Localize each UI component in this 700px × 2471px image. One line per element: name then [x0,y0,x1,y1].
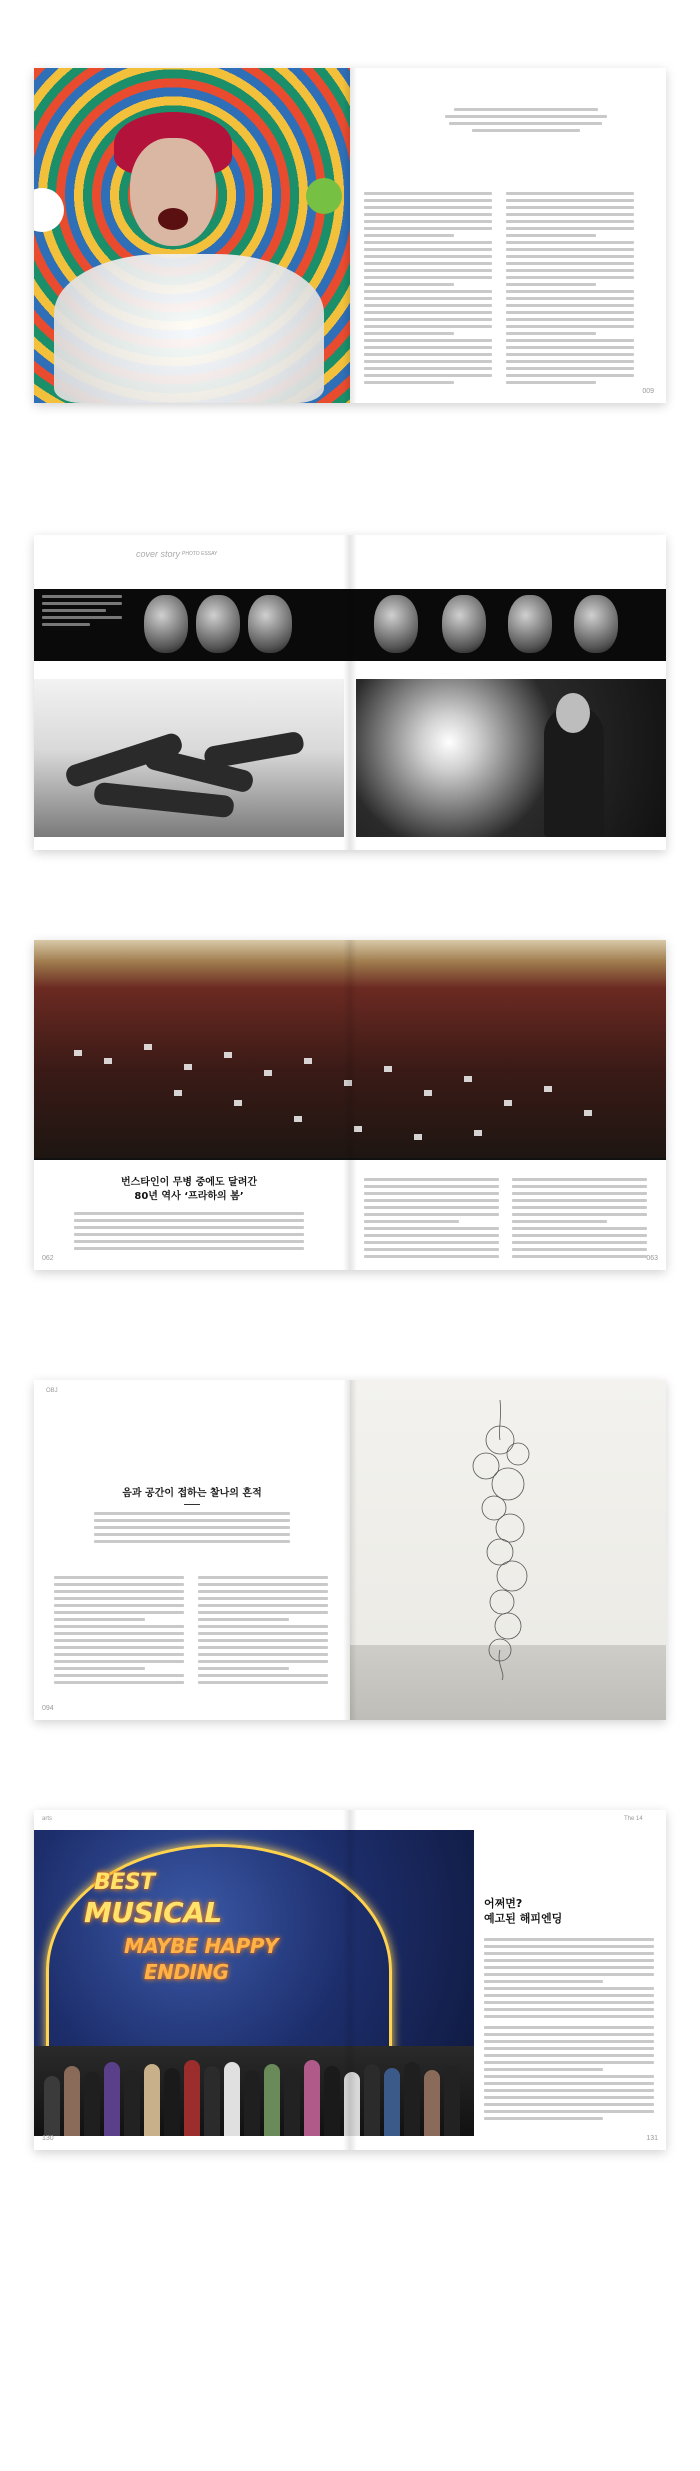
text-line [512,1199,647,1202]
text-line [54,1667,145,1670]
sign-maybe-happy: MAYBE HAPPY [124,1934,278,1958]
text-line [506,206,634,209]
page-number-left: 130 [42,2135,54,2142]
text-line [506,346,634,349]
text-line [506,248,634,251]
text-line [54,1639,184,1642]
text-line [506,318,634,321]
text-line [74,1226,304,1229]
spread-photo-essay [34,535,666,850]
text-line [198,1590,328,1593]
text-line [94,1526,290,1529]
text-line [484,2033,654,2036]
text-line [364,353,492,356]
text-line [506,311,634,314]
text-line [198,1625,328,1628]
body-column-2 [198,1576,328,1688]
text-line [54,1625,184,1628]
text-line [198,1667,289,1670]
body-column-1 [54,1576,184,1688]
green-circle-decoration [306,178,342,214]
text-line [54,1583,184,1586]
text-line [364,325,492,328]
page-number: 009 [642,388,654,395]
sculpture-photo [350,1380,666,1720]
body-column-1 [364,192,492,388]
text-line [54,1618,145,1621]
text-line [484,1938,654,1941]
text-line [198,1583,328,1586]
text-line [506,353,634,356]
text-line [364,227,492,230]
text-line [506,339,634,342]
text-line [364,1178,499,1181]
text-line [54,1590,184,1593]
text-line [364,304,492,307]
head-photo-6 [508,595,552,653]
text-line [506,374,634,377]
text-line [364,269,492,272]
text-line [512,1178,647,1181]
article-title: 음과 공간이 접하는 찰나의 흔적 [122,1488,262,1499]
text-line [74,1212,304,1215]
text-line [506,304,634,307]
text-line [512,1241,647,1244]
singer-spotlight-photo [356,679,666,837]
text-line [364,234,454,237]
text-line [198,1681,328,1684]
dancers-photo [34,679,344,837]
body-column-b [512,1178,647,1262]
head-photo-5 [442,595,486,653]
orchestra-photo [34,940,666,1158]
text-line [506,269,634,272]
text-line [512,1234,647,1237]
text-line [364,1234,499,1237]
body-column-a [364,1178,499,1262]
body-text-bottom [484,2026,654,2124]
text-line [484,1994,654,1997]
text-line [484,1973,654,1976]
text-line [512,1213,647,1216]
text-line [506,325,634,328]
text-line [364,1199,499,1202]
text-line [94,1540,290,1543]
text-line [364,1206,499,1209]
text-line [364,241,492,244]
text-line [484,2110,654,2113]
section-header-left: arts [42,1816,53,1822]
text-line [364,283,454,286]
text-line [512,1227,647,1230]
text-line [484,2026,654,2029]
text-line [364,248,492,251]
spread-tony-awards [34,1810,666,2150]
text-line [364,206,492,209]
text-line [506,241,634,244]
text-line [364,199,492,202]
head-photo-1 [144,595,188,653]
text-line [198,1597,328,1600]
text-line [198,1604,328,1607]
article-title: 번스타인이 무병 중에도 달려간 80년 역사 ‘프라하의 봄’ [120,1177,258,1202]
text-line [484,1966,654,1969]
pull-quote [436,108,616,136]
text-line [484,2117,603,2120]
text-line [364,318,492,321]
text-line [484,1980,603,1983]
band-caption-text [42,595,122,630]
text-line [364,1248,499,1251]
text-line [506,276,634,279]
section-kicker-sub: PHOTO ESSAY [182,551,218,557]
text-line [54,1674,184,1677]
text-line [484,2103,654,2106]
text-line [484,1945,654,1948]
text-line [74,1240,304,1243]
text-line [364,297,492,300]
text-line [484,2040,654,2043]
text-line [364,1185,499,1188]
spread-prague-spring [34,940,666,1270]
head-photo-4 [374,595,418,653]
text-line [484,1959,654,1962]
text-line [54,1646,184,1649]
text-line [364,332,454,335]
text-line [484,2075,654,2078]
text-line [484,1952,654,1955]
head-photo-2 [196,595,240,653]
text-line [506,227,634,230]
text-line [198,1611,328,1614]
text-line [506,213,634,216]
sign-best: BEST [94,1870,155,1895]
white-tutu-dress [54,254,324,403]
text-line [506,283,596,286]
singer-face [556,693,590,733]
text-line [54,1660,184,1663]
text-line [364,339,492,342]
text-line [54,1632,184,1635]
text-line [506,290,634,293]
text-line [94,1533,290,1536]
text-line [364,346,492,349]
text-line [506,220,634,223]
text-line [506,262,634,265]
text-line [506,360,634,363]
text-line [484,2015,654,2018]
text-line [364,192,492,195]
article-lead [94,1512,290,1547]
text-line [506,255,634,258]
text-line [364,213,492,216]
text-line [484,2008,654,2011]
text-line [74,1219,304,1222]
text-line [364,276,492,279]
text-line [484,2061,654,2064]
article-lead [74,1212,304,1254]
page-number-left: 062 [42,1255,54,1262]
text-line [364,1220,459,1223]
text-line [484,2047,654,2050]
spread-cover-portrait [34,68,666,403]
text-line [364,374,492,377]
page-number-left: 094 [42,1705,54,1712]
text-line [512,1255,647,1258]
text-line [364,311,492,314]
text-line [506,192,634,195]
text-line [364,255,492,258]
text-line [364,220,492,223]
text-line [54,1681,184,1684]
text-line [94,1519,290,1522]
text-line [512,1192,647,1195]
text-line [364,1213,499,1216]
text-line [54,1604,184,1607]
spread-sound-space [34,1380,666,1720]
page-number-right: 063 [646,1255,658,1262]
text-line [484,2068,603,2071]
text-line [484,2089,654,2092]
text-line [364,290,492,293]
text-line [74,1247,304,1250]
text-line [74,1233,304,1236]
text-line [198,1674,328,1677]
portrait-mouth [158,208,188,230]
text-line [364,360,492,363]
text-line [198,1653,328,1656]
wire-sculpture-svg [350,1380,666,1720]
text-line [198,1646,328,1649]
text-line [484,2082,654,2085]
text-line [484,1987,654,1990]
text-line [54,1611,184,1614]
text-line [484,2001,654,2004]
text-line [364,1241,499,1244]
text-line [506,234,596,237]
text-line [512,1248,647,1251]
section-header: OBJ [46,1388,58,1394]
text-line [94,1512,290,1515]
text-line [198,1660,328,1663]
text-line [512,1185,647,1188]
text-line [198,1576,328,1579]
text-line [364,1192,499,1195]
text-line [198,1639,328,1642]
head-photo-7 [574,595,618,653]
text-line [512,1220,607,1223]
text-line [364,262,492,265]
text-line [506,367,634,370]
article-title: 어쩌면? 예고된 해피엔딩 [484,1897,563,1925]
text-line [364,1255,499,1258]
section-kicker: cover story [136,549,181,559]
text-line [506,332,596,335]
text-line [512,1206,647,1209]
sign-ending: ENDING [144,1960,229,1984]
text-line [506,297,634,300]
section-header-right: The 14 [624,1816,643,1822]
page-number-right: 131 [646,2135,658,2142]
text-line [54,1597,184,1600]
body-text-top [484,1938,654,2022]
black-heads-band [34,589,666,661]
text-line [484,2096,654,2099]
sign-musical: MUSICAL [84,1896,222,1929]
text-line [54,1576,184,1579]
text-line [364,381,454,384]
text-line [506,199,634,202]
text-line [506,381,596,384]
cast-crowd [34,2046,474,2136]
body-column-2 [506,192,634,388]
text-line [364,1227,499,1230]
text-line [54,1653,184,1656]
text-line [484,2054,654,2057]
head-photo-3 [248,595,292,653]
text-line [198,1632,328,1635]
text-line [364,367,492,370]
text-line [198,1618,289,1621]
